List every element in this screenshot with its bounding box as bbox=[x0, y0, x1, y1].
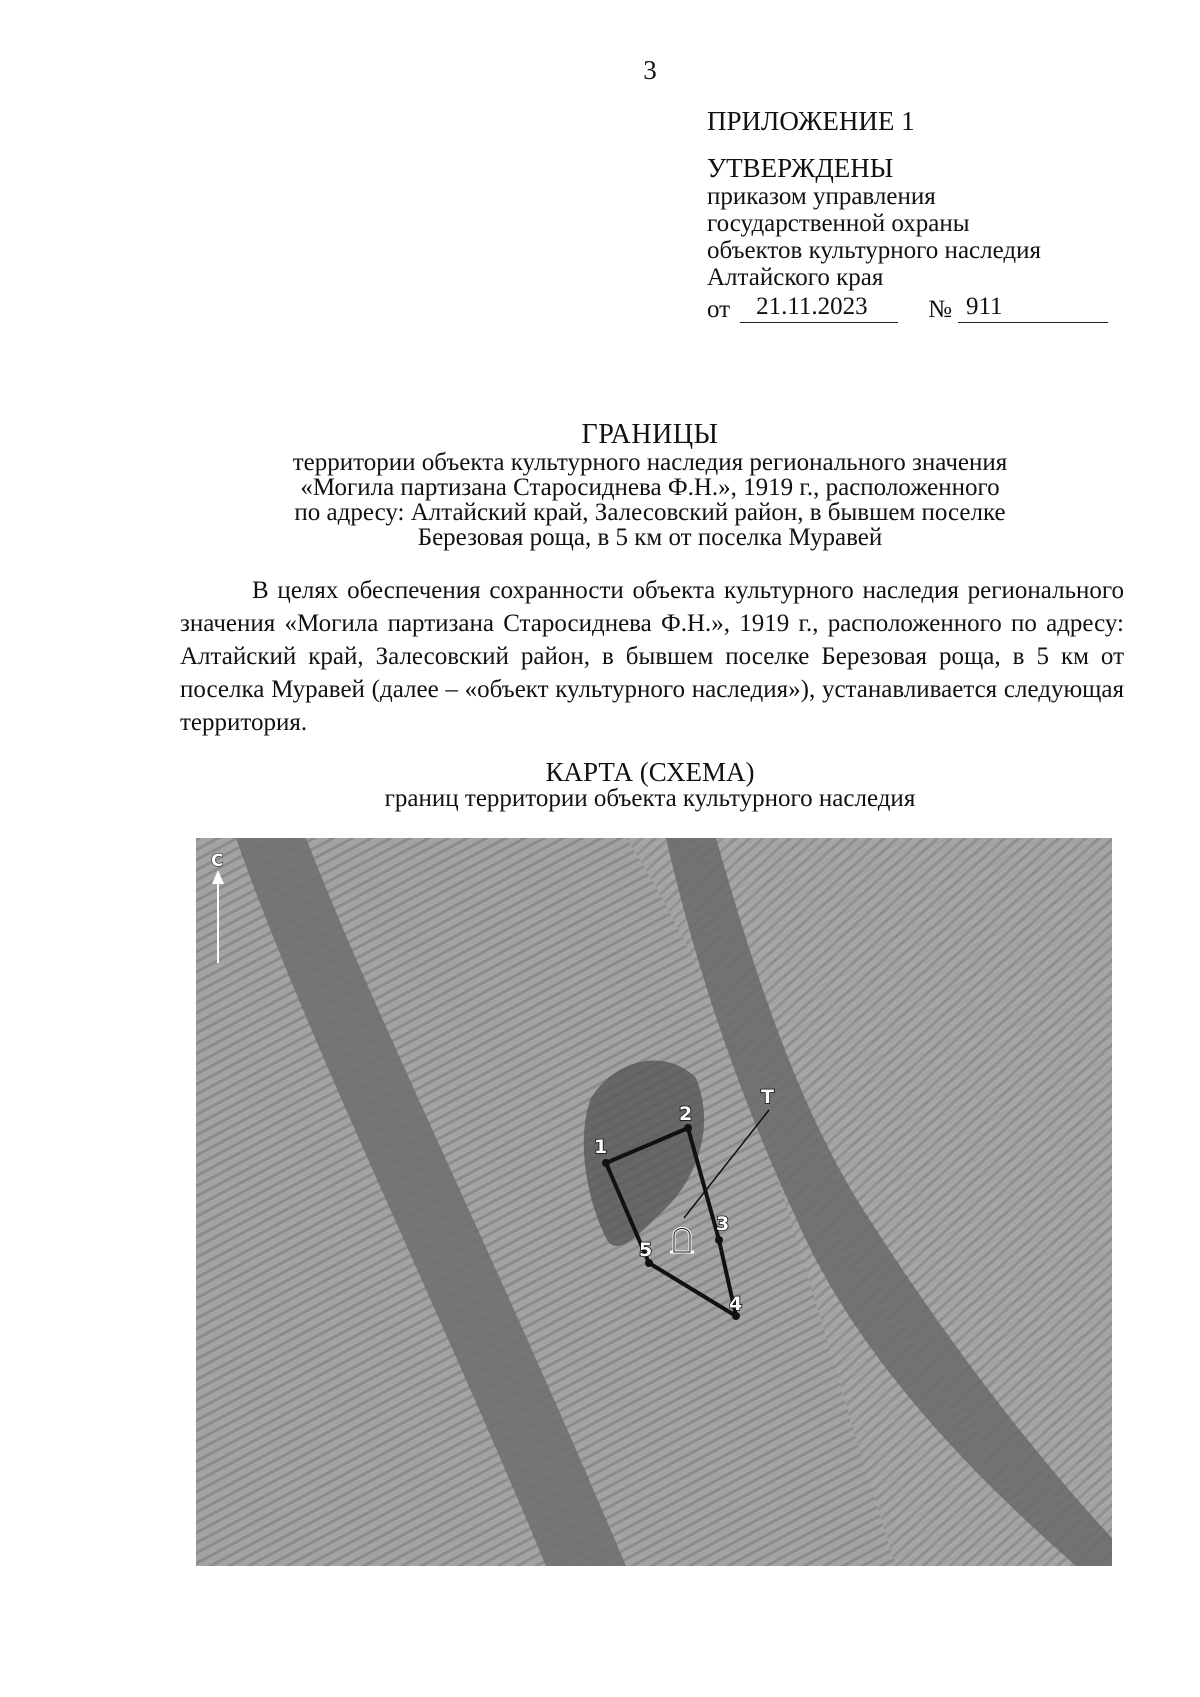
map-subtitle: границ территории объекта культурного наследия bbox=[384, 785, 916, 812]
point-label-3: 3 bbox=[716, 1213, 730, 1235]
approval-line: объектов культурного наследия bbox=[707, 237, 1041, 264]
north-label: С bbox=[211, 851, 224, 871]
annex-label: ПРИЛОЖЕНИЕ 1 bbox=[707, 106, 915, 136]
boundary-map bbox=[196, 838, 1112, 1566]
body-paragraph: В целях обеспечения сохранности объекта культурного наследия регионального значения «Могила партизана Старосиднева Ф.Н.», 1919 г., расположенного по адресу: Алтайский край, Залесовский район, в бывшем поселке Березовая роща, в 5 км от поселка Муравей (далее – «объект культурного наследия»), устанавливается следующая территория. bbox=[180, 577, 1124, 736]
map-title: КАРТА (СХЕМА) bbox=[545, 757, 755, 787]
heading-line: по адресу: Алтайский край, Залесовский район, в бывшем поселке bbox=[294, 499, 1006, 526]
heading-line: «Могила партизана Старосиднева Ф.Н.», 1919 г., расположенного bbox=[300, 474, 1000, 501]
date-label: от bbox=[707, 296, 731, 323]
point-label-4: 4 bbox=[729, 1293, 743, 1315]
order-number: 911 bbox=[958, 293, 1108, 323]
approval-line: приказом управления bbox=[707, 183, 936, 210]
approval-line: Алтайского края bbox=[707, 264, 884, 291]
marker-label-t: Т bbox=[761, 1086, 774, 1108]
map-heading bbox=[190, 758, 1110, 811]
number-label: № bbox=[928, 296, 952, 323]
point-label-1: 1 bbox=[594, 1136, 608, 1158]
boundary-vertex bbox=[602, 1159, 610, 1167]
heading-line: территории объекта культурного наследия регионального значения bbox=[292, 449, 1008, 476]
approval-block bbox=[707, 108, 1137, 323]
boundary-vertex bbox=[684, 1124, 692, 1132]
approval-line: государственной охраны bbox=[707, 210, 970, 237]
approved-label: УТВЕРЖДЕНЫ bbox=[707, 153, 894, 183]
order-date-row bbox=[707, 293, 1137, 323]
point-label-2: 2 bbox=[679, 1103, 693, 1125]
heading-line: Березовая роща, в 5 км от поселка Муравей bbox=[417, 524, 883, 551]
order-date: 21.11.2023 bbox=[740, 293, 898, 323]
boundary-vertex bbox=[715, 1236, 723, 1244]
map-image bbox=[196, 838, 1112, 1566]
point-label-5: 5 bbox=[639, 1239, 653, 1261]
page-number: 3 bbox=[643, 55, 657, 85]
heading-title: ГРАНИЦЫ bbox=[581, 419, 719, 450]
document-heading bbox=[190, 420, 1110, 550]
